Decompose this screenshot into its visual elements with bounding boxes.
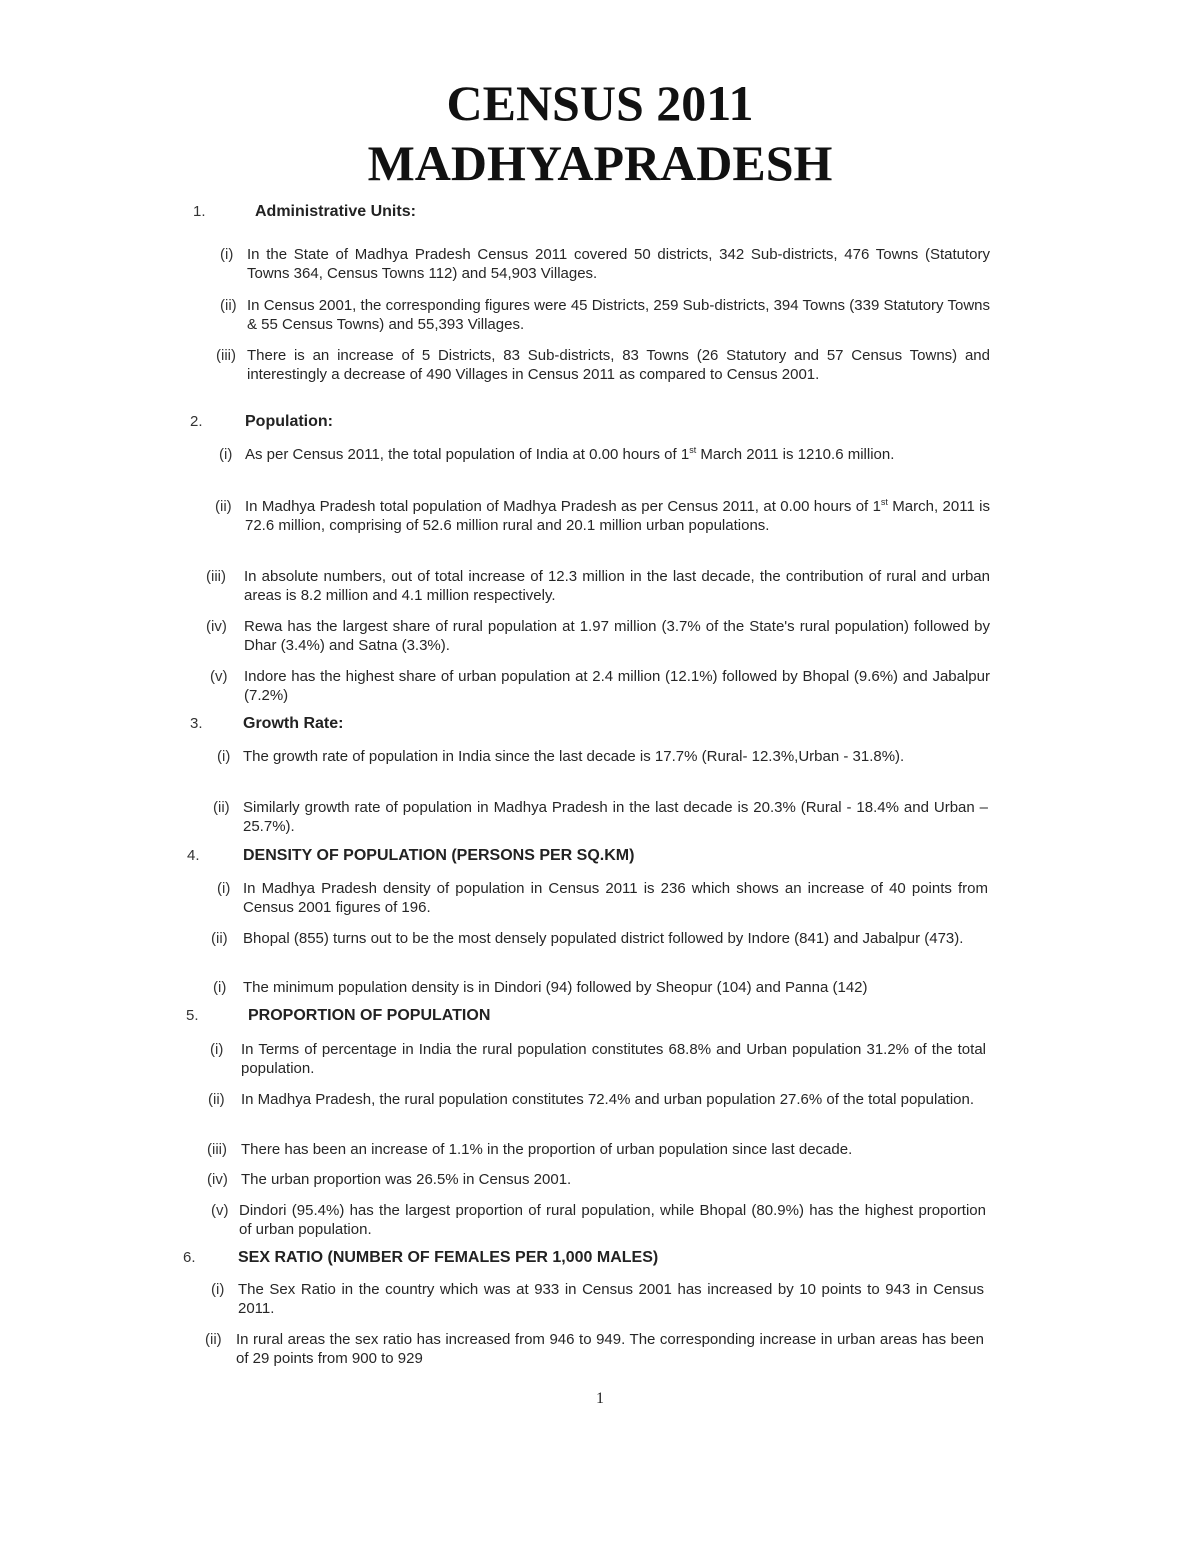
section-number: 1. (193, 203, 206, 220)
item-number: (i) (217, 880, 231, 897)
item-number: (i) (211, 1281, 225, 1298)
item-number: (i) (219, 446, 233, 463)
item-text: Bhopal (855) turns out to be the most densely populated district followed by Indore (841) and Jabalpur (473). (243, 930, 964, 947)
item-number: (iv) (207, 1171, 228, 1188)
item-number: (iii) (216, 347, 236, 364)
item-text: There is an increase of 5 Districts, 83 Sub-districts, 83 Towns (26 Statutory and 57 Census Towns) and interestingly a decrease of 490 Villages in Census 2011 as compared to Census 2001. (247, 347, 990, 383)
item-text: Dindori (95.4%) has the largest proportion of rural population, while Bhopal (80.9%) has the highest proportion of urban population. (239, 1202, 986, 1238)
section-number: 3. (190, 715, 203, 732)
item-text: In Madhya Pradesh density of population in Census 2011 is 236 which shows an increase of 40 points from Census 2001 figures of 196. (243, 880, 988, 916)
section-heading: SEX RATIO (NUMBER OF FEMALES PER 1,000 MALES) (238, 1249, 659, 1266)
item-text: In Terms of percentage in India the rural population constitutes 68.8% and Urban population 31.2% of the total population. (241, 1041, 986, 1077)
section-heading: DENSITY OF POPULATION (PERSONS PER SQ.KM) (243, 847, 635, 864)
item-number: (v) (211, 1202, 229, 1219)
document-title-line-2: MADHYAPRADESH (367, 135, 833, 191)
section-heading: Growth Rate: (243, 715, 344, 732)
item-number: (i) (210, 1041, 224, 1058)
item-number: (ii) (220, 297, 237, 314)
section-number: 6. (183, 1249, 196, 1266)
section-heading: Population: (245, 413, 333, 430)
item-number: (ii) (208, 1091, 225, 1108)
item-text: In absolute numbers, out of total increase of 12.3 million in the last decade, the contribution of rural and urban areas is 8.2 million and 4.1 million respectively. (244, 568, 990, 604)
item-number: (iii) (206, 568, 226, 585)
section-heading: PROPORTION OF POPULATION (248, 1007, 491, 1024)
item-text: In Madhya Pradesh, the rural population constitutes 72.4% and urban population 27.6% of the total population. (241, 1091, 975, 1108)
item-text: The growth rate of population in India since the last decade is 17.7% (Rural- 12.3%,Urban - 31.8%). (243, 748, 905, 765)
item-number: (i) (220, 246, 234, 263)
section-heading: Administrative Units: (255, 203, 416, 220)
item-number: (ii) (211, 930, 228, 947)
page-number: 1 (596, 1390, 604, 1407)
item-text: In Census 2001, the corresponding figures were 45 Districts, 259 Sub-districts, 394 Towns (339 Statutory Towns & 55 Census Towns) and 55,393 Villages. (247, 297, 990, 333)
section-number: 4. (187, 847, 200, 864)
item-number: (ii) (205, 1331, 222, 1348)
item-number: (v) (210, 668, 228, 685)
item-number: (iv) (206, 618, 227, 635)
item-number: (ii) (213, 799, 230, 816)
item-number: (iii) (207, 1141, 227, 1158)
item-text: In Madhya Pradesh total population of Madhya Pradesh as per Census 2011, at 0.00 hours of 1st March, 2011 is 72.6 million, comprising of 52.6 million rural and 20.1 million urban populations. (245, 497, 990, 534)
item-text: The minimum population density is in Dindori (94) followed by Sheopur (104) and Panna (142) (243, 979, 868, 996)
item-number: (i) (213, 979, 227, 996)
item-text: The urban proportion was 26.5% in Census 2001. (241, 1171, 572, 1188)
section-number: 2. (190, 413, 203, 430)
document-title-line-1: CENSUS 2011 (446, 75, 754, 131)
item-text: In the State of Madhya Pradesh Census 2011 covered 50 districts, 342 Sub-districts, 476 Towns (Statutory Towns 364, Census Towns 112) and 54,903 Villages. (247, 246, 990, 282)
item-text: The Sex Ratio in the country which was at 933 in Census 2001 has increased by 10 points to 943 in Census 2011. (238, 1281, 984, 1317)
item-text: Similarly growth rate of population in Madhya Pradesh in the last decade is 20.3% (Rural - 18.4% and Urban – 25.7%). (243, 799, 988, 835)
item-text: There has been an increase of 1.1% in the proportion of urban population since last decade. (241, 1141, 853, 1158)
item-number: (i) (217, 748, 231, 765)
item-text: In rural areas the sex ratio has increased from 946 to 949. The corresponding increase in urban areas has been of 29 points from 900 to 929 (236, 1331, 984, 1367)
item-number: (ii) (215, 498, 232, 515)
item-text: Indore has the highest share of urban population at 2.4 million (12.1%) followed by Bhopal (9.6%) and Jabalpur (7.2%) (244, 668, 990, 704)
item-text: As per Census 2011, the total population of India at 0.00 hours of 1st March 2011 is 1210.6 million. (245, 445, 895, 463)
section-number: 5. (186, 1007, 199, 1024)
item-text: Rewa has the largest share of rural population at 1.97 million (3.7% of the State's rural population) followed by Dhar (3.4%) and Satna (3.3%). (244, 618, 990, 654)
